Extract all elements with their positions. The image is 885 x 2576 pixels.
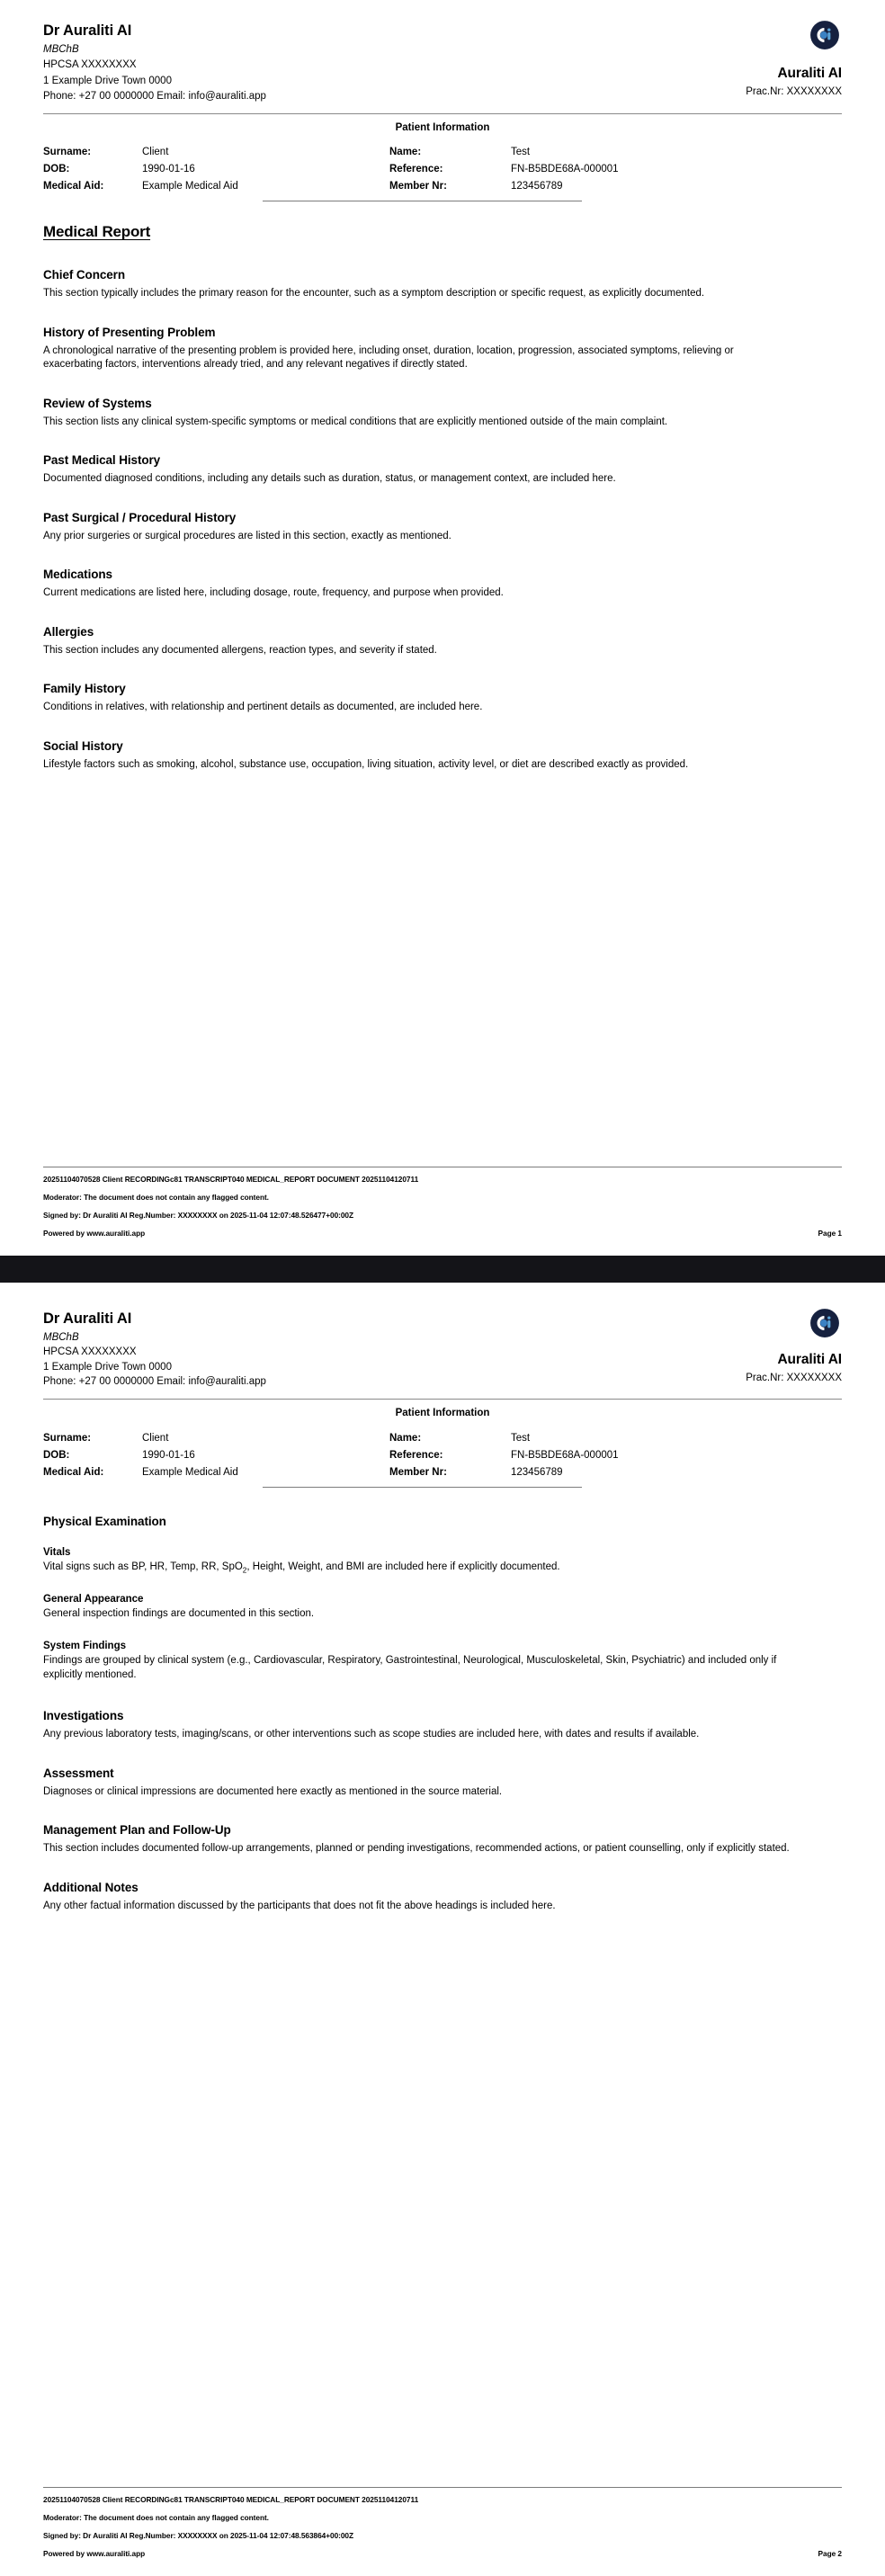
section-heading: Management Plan and Follow-Up xyxy=(43,1823,231,1838)
patient-field-value: Client xyxy=(142,1432,169,1444)
footer-moderator-note: Moderator: The document does not contain any flagged content. xyxy=(43,2512,269,2522)
section-review-of-systems xyxy=(43,397,842,430)
section-body: This section lists any clinical system-specific symptoms or medical conditions that are explicitly mentioned outside of the main complaint. xyxy=(43,416,668,427)
section-additional-notes xyxy=(43,1881,842,1914)
patient-field-value: 1990-01-16 xyxy=(142,164,195,175)
section-body: A chronological narrative of the presenting problem is provided here, including onset, duration, location, progression, associated symptoms, relieving or exacerbating factors, interventions already tried, and any relevant negatives if directly stated. xyxy=(43,344,734,371)
patient-field-value: Test xyxy=(511,147,531,158)
footer-document-id: 20251104070528 Client RECORDINGc81 TRANSCRIPT040 MEDICAL_REPORT DOCUMENT 20251104120711 xyxy=(43,2494,419,2504)
footer-signature: Signed by: Dr Auraliti AI Reg.Number: XXXXXXXX on 2025-11-04 12:07:48.526477+00:00Z xyxy=(43,1210,354,1220)
section-heading: Chief Concern xyxy=(43,268,125,282)
practitioner-contact: Phone: +27 00 0000000 Email: info@auraliti.app xyxy=(43,91,266,103)
page-title: Medical Report xyxy=(43,223,151,241)
footer-moderator-note: Moderator: The document does not contain any flagged content. xyxy=(43,1192,269,1202)
patient-field-value: FN-B5BDE68A-000001 xyxy=(511,164,619,175)
patient-field-label: Reference: xyxy=(389,1449,443,1461)
subsection-body: Findings are grouped by clinical system (e.g., Cardiovascular, Respiratory, Gastrointestinal, Neurological, Musculoskeletal, Skin, Psychiatric) and included only if explicitly mentioned. xyxy=(43,1654,777,1680)
section-heading: Family History xyxy=(43,682,126,696)
subsection-body xyxy=(43,1561,794,1575)
subsection-heading: General Appearance xyxy=(43,1593,144,1606)
footer-page-number: Page 1 xyxy=(818,1228,842,1238)
practitioner-name: Dr Auraliti AI xyxy=(43,1310,132,1327)
header-divider xyxy=(43,113,842,114)
section-body: This section includes documented follow-up arrangements, planned or pending investigations, recommended actions, or patient counselling, only if explicitly stated. xyxy=(43,1843,790,1855)
page-footer xyxy=(43,1167,842,1239)
report-page-2 xyxy=(0,1283,885,2576)
brand-block xyxy=(746,20,842,99)
practitioner-address: 1 Example Drive Town 0000 xyxy=(43,75,172,86)
patient-field-label: Medical Aid: xyxy=(43,1466,104,1478)
patient-field-label: Member Nr: xyxy=(389,180,447,192)
patient-field-value: FN-B5BDE68A-000001 xyxy=(511,1449,619,1461)
footer-powered-by: Powered by www.auraliti.app xyxy=(43,1228,146,1238)
brand-block xyxy=(746,1308,842,1385)
practitioner-contact: Phone: +27 00 0000000 Email: info@auraliti.app xyxy=(43,1376,266,1388)
practitioner-hpcsa: HPCSA XXXXXXXX xyxy=(43,59,137,71)
section-body: Current medications are listed here, including dosage, route, frequency, and purpose when provided. xyxy=(43,587,504,599)
section-heading: Social History xyxy=(43,738,123,753)
section-history-of-presenting-problem xyxy=(43,326,842,372)
brand-name: Auraliti AI xyxy=(777,1352,842,1367)
section-body: This section includes any documented allergens, reaction types, and severity if stated. xyxy=(43,644,437,656)
section-body: Any previous laboratory tests, imaging/scans, or other interventions such as scope studies are included here, with dates and results if available. xyxy=(43,1729,700,1740)
section-heading: Past Medical History xyxy=(43,453,161,468)
page-separator xyxy=(0,1256,885,1283)
practitioner-details xyxy=(43,20,266,105)
brand-name: Auraliti AI xyxy=(777,66,842,81)
practitioner-details xyxy=(43,1308,266,1389)
patient-field-value: Example Medical Aid xyxy=(142,1466,238,1478)
patient-field-label: Name: xyxy=(389,1432,422,1444)
section-body: Diagnoses or clinical impressions are documented here exactly as mentioned in the source material. xyxy=(43,1785,503,1797)
section-body: Documented diagnosed conditions, including any details such as duration, status, or management context, are included here. xyxy=(43,473,616,485)
patient-field-label: Medical Aid: xyxy=(43,180,104,192)
subsection-heading: System Findings xyxy=(43,1639,127,1651)
section-heading: Medications xyxy=(43,568,112,582)
patient-information-underline xyxy=(263,1487,582,1488)
section-heading: Physical Examination xyxy=(43,1515,166,1528)
patient-information-table xyxy=(43,1430,842,1481)
footer-signature: Signed by: Dr Auraliti AI Reg.Number: XXXXXXXX on 2025-11-04 12:07:48.563864+00:00Z xyxy=(43,2530,354,2540)
footer-powered-by: Powered by www.auraliti.app xyxy=(43,2548,146,2558)
section-family-history xyxy=(43,682,842,715)
patient-field-label: DOB: xyxy=(43,1449,70,1461)
vitals-body-suffix: , Height, Weight, and BMI are included here if explicitly documented. xyxy=(246,1561,560,1572)
patient-field-value: 123456789 xyxy=(511,1466,563,1478)
patient-field-value: Test xyxy=(511,1432,531,1444)
table-row xyxy=(43,1447,842,1464)
practitioner-name: Dr Auraliti AI xyxy=(43,22,132,39)
patient-field-label: Reference: xyxy=(389,164,443,175)
section-body: Any other factual information discussed by the participants that does not fit the above headings is included here. xyxy=(43,1900,556,1911)
section-investigations xyxy=(43,1709,842,1742)
section-body: This section typically includes the primary reason for the encounter, such as a symptom description or specific request, as explicitly documented. xyxy=(43,288,705,300)
patient-field-label: Surname: xyxy=(43,1432,92,1444)
section-heading: Investigations xyxy=(43,1709,124,1723)
patient-field-value: 1990-01-16 xyxy=(142,1449,195,1461)
section-physical-examination xyxy=(43,1515,842,1528)
section-past-medical-history xyxy=(43,453,842,487)
section-body: Lifestyle factors such as smoking, alcohol, substance use, occupation, living situation, activity level, or diet are described exactly as provided. xyxy=(43,758,689,770)
section-heading: Assessment xyxy=(43,1766,114,1780)
section-heading: Allergies xyxy=(43,624,94,639)
patient-information-title: Patient Information xyxy=(395,121,490,133)
patient-field-value: Example Medical Aid xyxy=(142,180,238,192)
section-heading: Additional Notes xyxy=(43,1880,139,1894)
section-heading: History of Presenting Problem xyxy=(43,325,216,339)
page-footer xyxy=(43,2487,842,2559)
section-heading: Review of Systems xyxy=(43,396,152,410)
section-management-plan-and-follow-up xyxy=(43,1823,842,1856)
brand-practice-number: Prac.Nr: XXXXXXXX xyxy=(746,1372,842,1383)
subsection-system-findings xyxy=(43,1640,842,1682)
patient-field-value: Client xyxy=(142,147,169,158)
vitals-body-prefix: Vital signs such as BP, HR, Temp, RR, SpO xyxy=(43,1561,243,1572)
practitioner-address: 1 Example Drive Town 0000 xyxy=(43,1361,172,1373)
subsection-general-appearance xyxy=(43,1593,842,1622)
patient-information-title: Patient Information xyxy=(395,1408,490,1419)
subsection-heading: Vitals xyxy=(43,1546,71,1558)
patient-information-table xyxy=(43,145,842,196)
section-body: Conditions in relatives, with relationship and pertinent details as documented, are included here. xyxy=(43,702,483,713)
brand-practice-number: Prac.Nr: XXXXXXXX xyxy=(746,85,842,97)
patient-field-value: 123456789 xyxy=(511,180,563,192)
table-row xyxy=(43,1430,842,1447)
subsection-vitals xyxy=(43,1546,842,1575)
vitals-subscript: 2 xyxy=(242,1566,247,1575)
subsection-body: General inspection findings are documented in this section. xyxy=(43,1608,315,1620)
practitioner-hpcsa: HPCSA XXXXXXXX xyxy=(43,1346,137,1358)
practitioner-qualification: MBChB xyxy=(43,1332,79,1344)
section-allergies xyxy=(43,625,842,658)
section-body: Any prior surgeries or surgical procedures are listed in this section, exactly as mentioned. xyxy=(43,530,451,541)
table-row xyxy=(43,145,842,162)
section-chief-concern xyxy=(43,268,842,301)
table-row xyxy=(43,1464,842,1481)
section-medications xyxy=(43,568,842,601)
practitioner-qualification: MBChB xyxy=(43,44,79,56)
patient-field-label: Surname: xyxy=(43,147,92,158)
patient-field-label: Member Nr: xyxy=(389,1466,447,1478)
section-assessment xyxy=(43,1767,842,1800)
letterhead xyxy=(43,1308,842,1389)
section-past-surgical-procedural-history xyxy=(43,511,842,544)
auraliti-logo-icon xyxy=(809,20,840,55)
auraliti-logo-icon xyxy=(809,1308,840,1343)
table-row xyxy=(43,162,842,179)
section-heading: Past Surgical / Procedural History xyxy=(43,510,237,524)
footer-divider xyxy=(43,2487,842,2488)
footer-document-id: 20251104070528 Client RECORDINGc81 TRANSCRIPT040 MEDICAL_REPORT DOCUMENT 20251104120711 xyxy=(43,1174,419,1184)
patient-field-label: DOB: xyxy=(43,164,70,175)
section-social-history xyxy=(43,739,842,773)
table-row xyxy=(43,178,842,195)
report-page-1 xyxy=(0,0,885,1256)
letterhead xyxy=(43,20,842,105)
footer-page-number: Page 2 xyxy=(818,2548,842,2558)
patient-field-label: Name: xyxy=(389,147,422,158)
header-divider xyxy=(43,1399,842,1400)
